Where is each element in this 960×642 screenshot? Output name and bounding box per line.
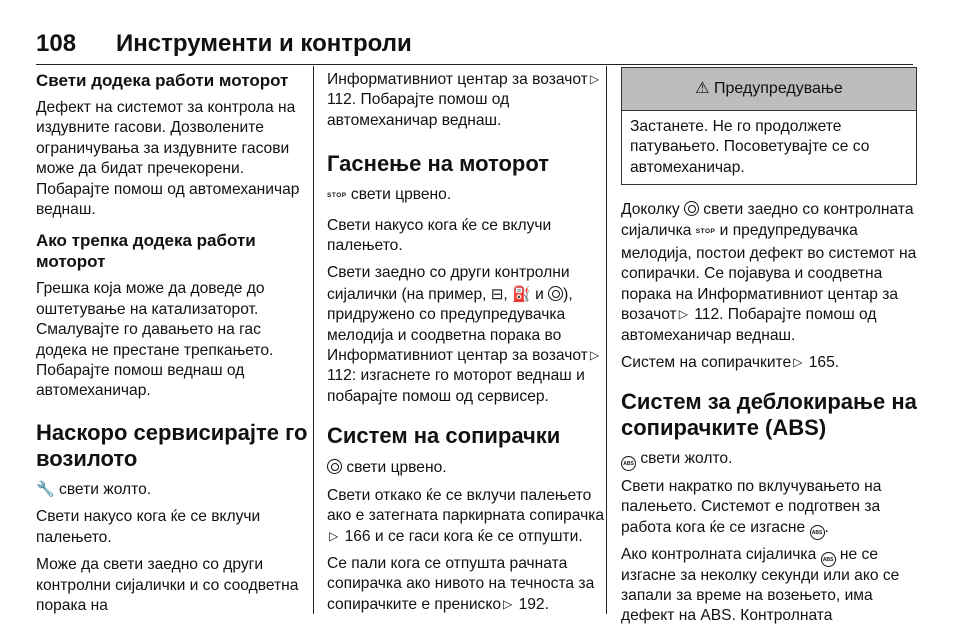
text: Се пали кога се отпушта рачната сопирачка ако нивото на течноста за сопирачките е прениско (327, 554, 595, 613)
paragraph (621, 353, 917, 373)
text: Свети заедно со други контролни сијалички (на пример, (327, 264, 570, 303)
warning-title (622, 68, 916, 111)
text: Доколку (621, 201, 684, 219)
paragraph: Грешка која може да доведе до оштетување на катализаторот. Смалувајте го давањето на гас додека не престане трепкањето. Побарајте помош веднаш од автомеханичар. (36, 280, 274, 400)
stop-icon: STOP (327, 192, 347, 200)
text: . (824, 518, 829, 536)
section-heading: Ако трепка додека работи моторот (36, 231, 256, 272)
section-heading: Свети додека работи моторот (36, 71, 289, 90)
paragraph (327, 554, 607, 615)
reference-arrow-icon: ▷ (329, 528, 339, 543)
text: не се изгасне за неколку секунди или ако се запали за време на возењето, има дефект на ABS. Контролната (621, 546, 900, 625)
paragraph: Дефект на системот за контрола на издувните гасови. Дозволените ограничувања за издувните гасови може да бидат пречекорени. Побарајте помош од автомеханичар веднаш. (36, 99, 300, 219)
reference-arrow-icon: ▷ (589, 72, 600, 86)
battery-icon: ⊟ (490, 285, 504, 303)
text: 166 и се гаси кога ќе се отпушти. (340, 527, 583, 545)
text: и предупредувачка мелодија, постои дефект во системот на сопирачки. Се појавува и соодветна порака на Информативниот центар за возачот (621, 221, 917, 324)
text: Ако контролната сијаличка (621, 546, 821, 564)
text: свети жолто. (54, 480, 152, 498)
text: свети црвено. (342, 459, 447, 477)
brake-icon (684, 201, 699, 216)
column-2 (327, 70, 607, 622)
text: Систем на сопирачките (621, 354, 792, 372)
text: 112. Побарајте помош од автомеханичар веднаш. (327, 91, 510, 129)
text: Информативниот центар за возачот (327, 71, 588, 88)
page-title: Инструменти и контроли (116, 30, 412, 57)
text: Свети откако ќе се вклучи палењето ако е затегната паркирната сопирачка (327, 486, 605, 525)
text: 165. (804, 354, 840, 372)
section-title: Систем за деблокирање на сопирачките (ABS) (621, 389, 917, 441)
paragraph (327, 486, 607, 547)
abs-icon: ABS (621, 456, 636, 471)
paragraph: Свети накусо кога ќе се вклучи палењето. (327, 216, 552, 255)
section-title: Гаснење на моторот (327, 151, 549, 177)
paragraph (327, 263, 607, 407)
stop-icon: STOP (695, 227, 716, 235)
text: свети жолто. (636, 450, 733, 468)
warning-box (621, 67, 917, 185)
brake-icon (548, 286, 563, 301)
reference-arrow-icon: ▷ (793, 355, 803, 370)
paragraph (621, 199, 917, 346)
reference-arrow-icon: ▷ (503, 596, 513, 611)
paragraph: Може да свети заедно со други контролни сијалички и со соодветна порака на (36, 556, 299, 614)
paragraph (621, 477, 917, 538)
header-rule (36, 64, 913, 65)
warning-triangle-icon: ⚠ (695, 80, 710, 97)
paragraph (327, 185, 607, 208)
paragraph (327, 70, 607, 131)
text: 112: изгаснете го моторот веднаш и побарајте помош од сервисер. (327, 367, 585, 405)
paragraph (327, 457, 607, 478)
oil-can-icon: ⛽ (512, 285, 531, 303)
text: ), придружено со предупредувачка мелодија и соодветна порака во Информативниот центар за возачот (327, 285, 588, 365)
abs-icon: ABS (810, 525, 825, 540)
paragraph (621, 545, 917, 627)
paragraph (621, 449, 917, 469)
column-3 (621, 66, 917, 634)
abs-icon: ABS (821, 552, 836, 567)
paragraph: Свети накусо кога ќе се вклучи палењето. (36, 508, 261, 546)
page-header (36, 30, 926, 60)
section-title: Наскоро сервисирајте го возилото (36, 419, 308, 471)
text: свети заедно со контролната сијаличка (621, 201, 914, 239)
text: и (530, 285, 549, 303)
text: 192. (514, 595, 549, 613)
text: Предупредување (713, 80, 843, 97)
page-number: 108 (36, 30, 77, 57)
brake-icon (327, 459, 342, 474)
paragraph (36, 480, 312, 500)
text: Свети накратко по вклучувањето на палењето. Системот е подготвен за работа кога ќе се изгасне (621, 477, 882, 536)
text: 112. Побарајте помош од автомеханичар веднаш. (621, 306, 877, 344)
text: свети црвено. (346, 186, 452, 204)
reference-arrow-icon: ▷ (589, 348, 600, 363)
text: , (503, 285, 513, 303)
wrench-icon: 🔧 (36, 480, 55, 498)
warning-body: Застанете. Не го продолжете патувањето. Посоветувајте се со автомеханичар. (630, 118, 870, 176)
column-divider (313, 66, 314, 614)
section-title: Систем на сопирачки (327, 423, 561, 449)
column-1 (36, 70, 312, 623)
reference-arrow-icon: ▷ (678, 307, 688, 322)
